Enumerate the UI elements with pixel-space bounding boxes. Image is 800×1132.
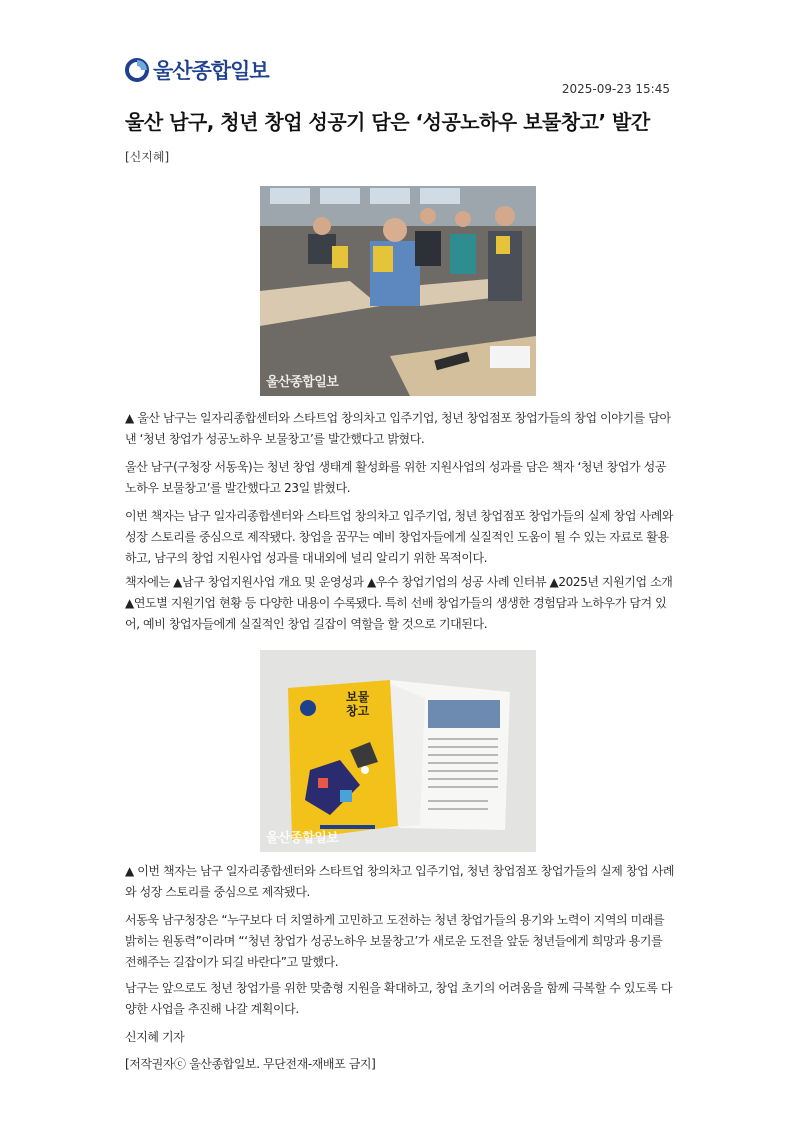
photo-caption: ▲ 이번 책자는 남구 일자리종합센터와 스타트업 창의차고 입주기업, 청년 창업점포 창업가들의 실제 창업 사례와 성장 스토리를 중심으로 제작됐다. xyxy=(125,864,675,899)
book-photo-image xyxy=(260,650,536,852)
photo-watermark: 울산종합일보 xyxy=(266,375,339,390)
book-cover-title xyxy=(346,690,369,718)
article-paragraph: 남구는 앞으로도 청년 창업가를 위한 맞춤형 지원을 확대하고, 창업 초기의 어려움을 함께 극복할 수 있도록 다양한 사업을 추진해 나갈 계획이다. xyxy=(125,981,673,1016)
book-cover-title-line: 보물 xyxy=(346,690,370,704)
article-paragraph: 서동욱 남구청장은 “누구보다 더 치열하게 고민하고 도전하는 청년 창업가들의 용기와 노력이 지역의 미래를 밝히는 원동력”이라며 “‘청년 창업가 성공노하우 보물창고’가 새로운 도전을 앞둔 청년들에게 희망과 용기를 전해주는 길잡이가 되길 바란다”고 말했다. xyxy=(125,913,665,969)
article-paragraph: 책자에는 ▲남구 창업지원사업 개요 및 운영성과 ▲우수 창업기업의 성공 사례 인터뷰 ▲2025년 지원기업 소개 ▲연도별 지원기업 현황 등 다양한 내용이 수록됐다. 특히 선배 창업가들의 생생한 경험담과 노하우가 담겨 있어, 예비 창업자들에게 실질적인 창업 길잡이 역할을 할 것으로 기대된다. xyxy=(125,575,673,631)
article-photo-book xyxy=(260,650,536,852)
byline: [신지혜] xyxy=(125,150,170,164)
site-logo[interactable] xyxy=(125,55,269,85)
book-cover-title-line: 창고 xyxy=(346,704,370,718)
ceremony-photo-image xyxy=(260,186,536,396)
photo-caption: ▲ 울산 남구는 일자리종합센터와 스타트업 창의차고 입주기업, 청년 창업점포 창업가들의 창업 이야기를 담아낸 ‘청년 창업가 성공노하우 보물창고’를 발간했다고 밝혔다. xyxy=(125,411,671,446)
logo-text: 울산종합일보 xyxy=(153,59,269,83)
article-paragraph: 울산 남구(구청장 서동욱)는 청년 창업 생태계 활성화를 위한 지원사업의 성과를 담은 책자 ‘청년 창업가 성공노하우 보물창고’를 발간했다고 23일 밝혔다. xyxy=(125,460,667,495)
publish-date: 2025-09-23 15:45 xyxy=(561,82,670,96)
copyright-notice: [저작권자ⓒ 울산종합일보. 무단전재-재배포 금지] xyxy=(125,1057,376,1071)
article-headline: 울산 남구, 청년 창업 성공기 담은 ‘성공노하우 보물창고’ 발간 xyxy=(125,110,650,134)
article-photo-ceremony xyxy=(260,186,536,396)
article-paragraph: 이번 책자는 남구 일자리종합센터와 스타트업 창의차고 입주기업, 청년 창업점포 창업가들의 실제 창업 사례와 성장 스토리를 중심으로 제작됐다. 창업을 꿈꾸는 예비 창업자들에게 실질적인 도움이 될 수 있는 자료로 활용하고, 남구의 창업 지원사업 성과를 대내외에 널리 알리기 위한 목적이다. xyxy=(125,509,674,565)
reporter-name: 신지혜 기자 xyxy=(125,1030,185,1044)
photo-watermark: 울산종합일보 xyxy=(266,831,339,846)
logo-mark-icon xyxy=(125,58,149,82)
